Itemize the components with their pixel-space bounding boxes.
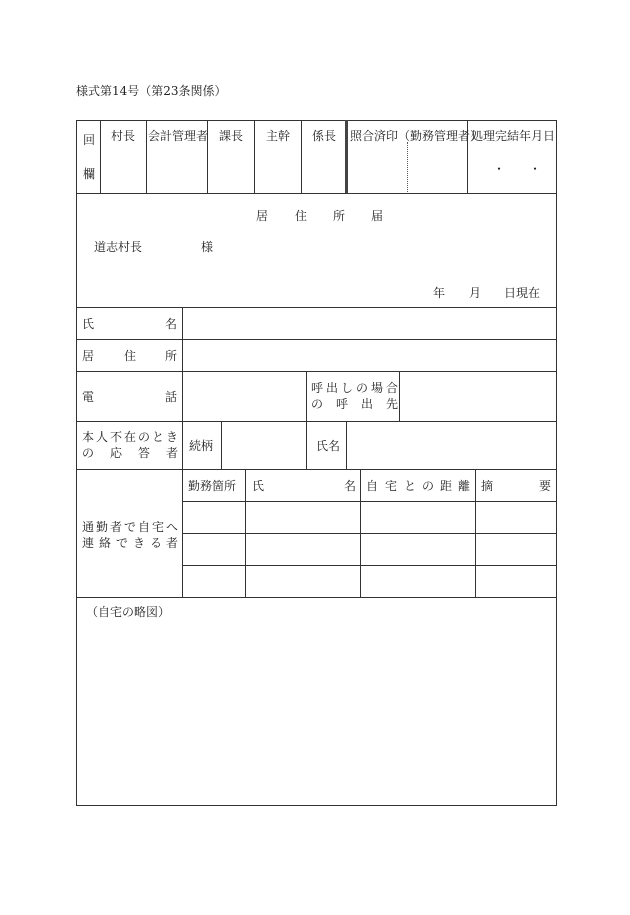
absent-label: と [152, 430, 165, 444]
form-title-char: 居 [256, 209, 269, 223]
rule [345, 120, 348, 193]
verification-seal-label: 照合済印（勤務管理者） [350, 129, 483, 143]
map-area[interactable] [77, 625, 556, 805]
header-distance: 距 [440, 479, 453, 493]
rule [306, 421, 307, 469]
commuter-cell[interactable] [246, 502, 360, 533]
date-month: 月 [469, 286, 482, 300]
commuter-cell[interactable] [183, 502, 245, 533]
rule [76, 597, 557, 598]
header-distance: 自 [366, 479, 379, 493]
responder-name-field[interactable] [347, 422, 556, 469]
absent-label: き [166, 430, 179, 444]
rule [76, 120, 557, 121]
absent-label: 答 [138, 446, 151, 460]
map-label: （自宅の略図） [86, 605, 171, 619]
seal-divider [407, 142, 408, 192]
callout-label: の [311, 397, 324, 411]
rule [254, 120, 255, 193]
commuter-cell[interactable] [361, 502, 475, 533]
commuter-cell[interactable] [246, 534, 360, 565]
commuter-label: 自 [138, 520, 151, 534]
phone-field[interactable] [183, 372, 306, 421]
commuter-label: 者 [110, 520, 123, 534]
approval-col-accounting: 会計管理者 [148, 129, 209, 143]
commuter-label: 連 [82, 536, 95, 550]
header-name: 氏 [252, 479, 265, 493]
approval-col-section-chief: 課長 [219, 129, 244, 143]
date-day-as-of: 日現在 [504, 286, 541, 300]
header-name: 名 [344, 479, 357, 493]
commuter-cell[interactable] [183, 566, 245, 597]
approval-col-village-head: 村長 [111, 129, 136, 143]
phone-label: 話 [165, 390, 178, 404]
header-distance: と [404, 479, 417, 493]
name-field[interactable] [183, 308, 556, 339]
rule [76, 805, 557, 806]
callout-label: 出 [361, 397, 374, 411]
commuter-label: る [150, 536, 163, 550]
absent-label: 在 [124, 430, 137, 444]
absent-label: 人 [96, 430, 109, 444]
rule [100, 120, 101, 193]
completion-date-label: 処理完結年月日 [471, 129, 556, 143]
rule [301, 120, 302, 193]
header-workplace: 勤務箇所 [188, 479, 237, 493]
commuter-label: で [116, 536, 129, 550]
absent-label: 不 [110, 430, 123, 444]
rule [146, 120, 147, 193]
approval-label-top: 回 [83, 133, 96, 147]
address-label: 居 [82, 349, 95, 363]
callout-label: し [341, 381, 354, 395]
address-label: 所 [165, 349, 178, 363]
commuter-label: で [124, 520, 137, 534]
commuter-label: 通 [82, 520, 95, 534]
rule [76, 469, 557, 470]
completion-date-dots: ・ ・ [493, 162, 542, 176]
absent-label: の [138, 430, 151, 444]
form-title-char: 住 [295, 209, 308, 223]
name-label: 名 [165, 317, 178, 331]
absent-label: 本 [82, 430, 95, 444]
relationship-field[interactable] [222, 422, 306, 469]
commuter-label: 宅 [152, 520, 165, 534]
addressee: 道志村長 [94, 240, 143, 254]
callout-label: 呼 [336, 397, 349, 411]
commuter-cell[interactable] [476, 566, 556, 597]
commuter-cell[interactable] [476, 534, 556, 565]
responder-name-label: 氏名 [316, 439, 341, 453]
header-remarks: 摘 [481, 479, 494, 493]
approval-col-supervisor: 主幹 [266, 129, 291, 143]
address-field[interactable] [183, 340, 556, 371]
commuter-label: き [133, 536, 146, 550]
commuter-label: 者 [166, 536, 179, 550]
phone-label: 電 [82, 390, 95, 404]
form-number: 様式第14号（第23条関係） [76, 84, 227, 98]
relationship-label: 続柄 [189, 439, 214, 453]
approval-col-chief: 係長 [312, 129, 337, 143]
rule [556, 120, 557, 806]
absent-label: 応 [110, 446, 123, 460]
commuter-cell[interactable] [246, 566, 360, 597]
commuter-cell[interactable] [361, 534, 475, 565]
rule [76, 193, 557, 194]
header-remarks: 要 [539, 479, 552, 493]
absent-label: 者 [166, 446, 179, 460]
commuter-label: 勤 [96, 520, 109, 534]
date-year: 年 [433, 286, 446, 300]
form-title-char: 所 [333, 209, 346, 223]
absent-label: の [82, 446, 95, 460]
callout-label: 呼 [311, 381, 324, 395]
commuter-cell[interactable] [476, 502, 556, 533]
header-distance: の [422, 479, 435, 493]
honorific: 様 [201, 240, 214, 254]
header-distance: 離 [458, 479, 471, 493]
callout-label: 出 [326, 381, 339, 395]
approval-label-bottom: 欄 [83, 167, 96, 181]
form-title-char: 届 [371, 209, 384, 223]
commuter-cell[interactable] [183, 534, 245, 565]
callout-label: の [356, 381, 369, 395]
address-label: 住 [124, 349, 137, 363]
callout-field[interactable] [400, 372, 556, 421]
header-distance: 宅 [385, 479, 398, 493]
commuter-cell[interactable] [361, 566, 475, 597]
commuter-label: 絡 [99, 536, 112, 550]
callout-label: 合 [386, 381, 399, 395]
commuter-label: へ [166, 520, 179, 534]
callout-label: 先 [386, 397, 399, 411]
name-label: 氏 [82, 317, 95, 331]
callout-label: 場 [371, 381, 384, 395]
rule [306, 371, 307, 421]
